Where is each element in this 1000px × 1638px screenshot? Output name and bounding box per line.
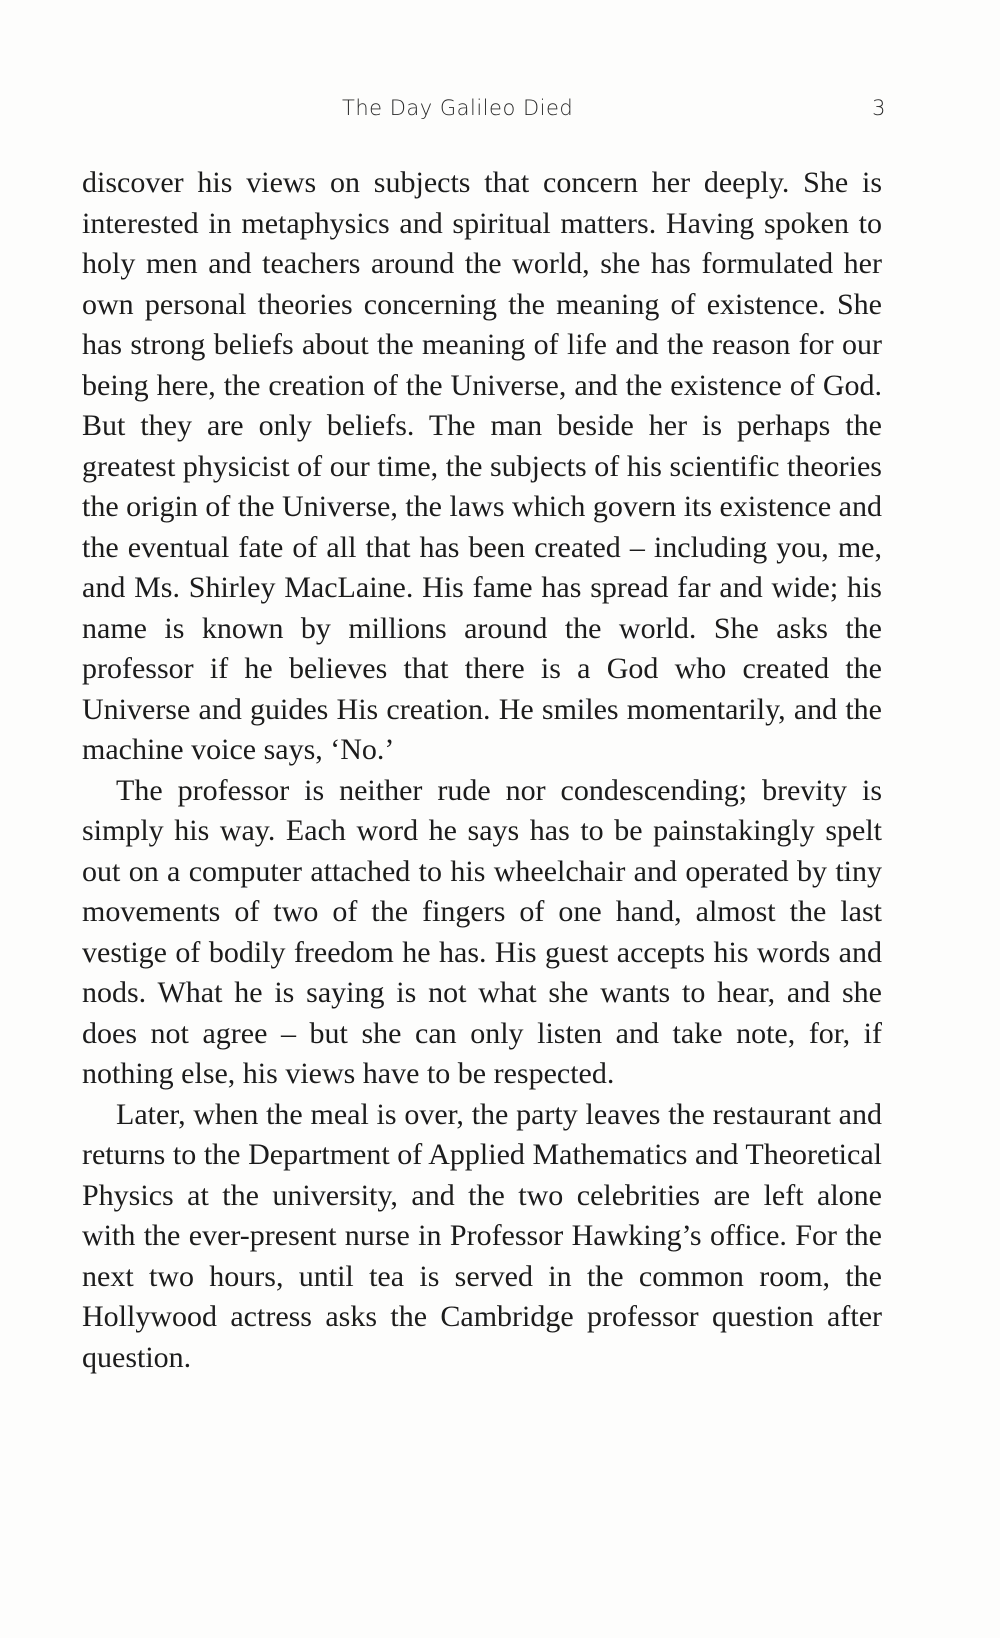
paragraph-later: Later, when the meal is over, the party leaves the restaurant and returns to the Department of Applied Mathematics and Theoretical Physics at the university, and the two celebrities are left alone with the ever-present nurse in Professor Hawking’s office. For the next two hours, until tea is served in the common room, the Hollywood actress asks the Cambridge professor question after question. bbox=[82, 1097, 882, 1374]
body-text bbox=[82, 163, 882, 1378]
paragraph-continuation: discover his views on subjects that concern her deeply. She is interested in metaphysics and spiritual matters. Having spoken to holy men and teachers around the world, she has formulated her own personal theories concerning the meaning of existence. She has strong beliefs about the meaning of life and the reason for our being here, the creation of the Universe, and the existence of God. But they are only beliefs. The man beside her is perhaps the greatest physicist of our time, the subjects of his scientific theories the origin of the Universe, the laws which govern its existence and the eventual fate of all that has been created – including you, me, and Ms. Shirley MacLaine. His fame has spread far and wide; his name is known by millions around the world. She asks the professor if he believes that there is a God who created the Universe and guides His creation. He smiles momentarily, and the machine voice says, ‘No.’ bbox=[82, 166, 882, 766]
paragraph-professor: The professor is neither rude nor condescending; brevity is simply his way. Each word he says has to be painstakingly spelt out on a computer attached to his wheelchair and operated by tiny movements of two of the fingers of one hand, almost the last vestige of bodily freedom he has. His guest accepts his words and nods. What he is saying is not what she wants to hear, and she does not agree – but she can only listen and take note, for, if nothing else, his views have to be respected. bbox=[82, 773, 882, 1090]
running-header bbox=[82, 96, 886, 126]
running-title: The Day Galileo Died bbox=[342, 96, 574, 120]
page-number: 3 bbox=[872, 96, 886, 120]
